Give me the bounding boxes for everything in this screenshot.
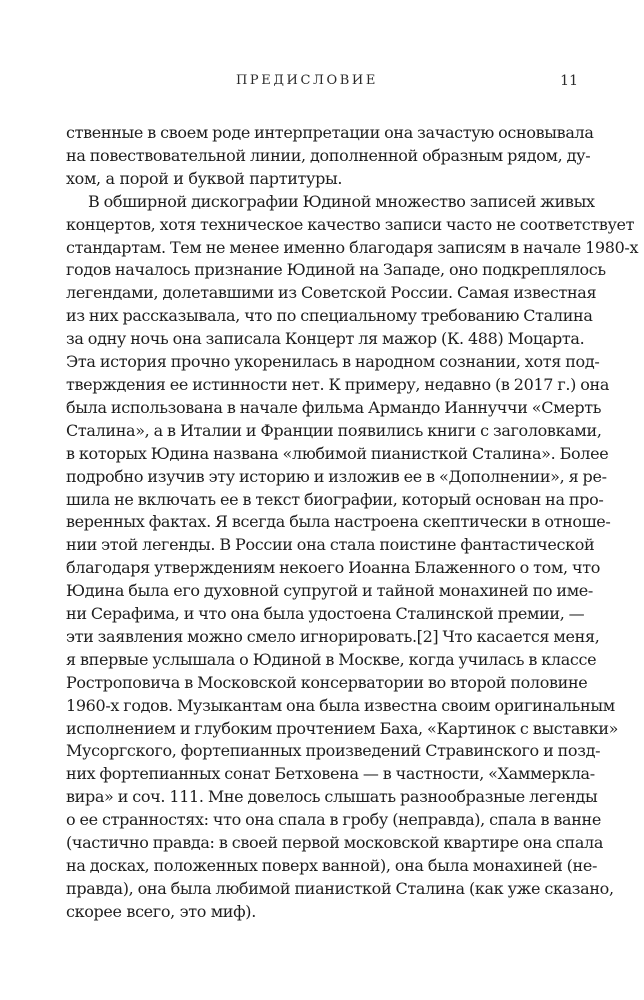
text-line: хом, а порой и буквой партитуры. <box>66 168 343 188</box>
text-line: скорее всего, это миф). <box>66 901 256 921</box>
text-line: на повествовательной линии, дополненной образным рядом, ду- <box>66 145 591 165</box>
section-title: ПРЕДИСЛОВИЕ <box>236 73 378 88</box>
text-line: годов началось признание Юдиной на Западе, оно подкреплялось <box>66 260 606 280</box>
page-number: 11 <box>560 73 578 89</box>
body-text <box>66 122 639 924</box>
text-line: на досках, положенных поверх ванной), она была монахиней (не- <box>66 856 597 875</box>
paragraph <box>66 122 594 191</box>
text-line: Сталина», а в Италии и Франции появились книги с заголовками, <box>66 420 602 440</box>
text-line: них фортепианных сонат Бетховена — в частности, «Хаммеркла- <box>66 764 595 784</box>
text-line: о ее странностях: что она спала в гробу (неправда), спала в ванне <box>66 810 601 830</box>
text-line: из них рассказывала, что по специальному требованию Сталина <box>66 306 593 326</box>
running-header <box>0 73 644 93</box>
text-line: ни Серафима, и что она была удостоена Сталинской премии, — <box>66 604 585 624</box>
text-line: (частично правда: в своей первой московской квартире она спала <box>66 833 604 853</box>
text-line: В обширной дискографии Юдиной множество записей живых <box>88 191 595 211</box>
text-line: вира» и соч. 111. Мне довелось слышать разнообразные легенды <box>66 787 598 807</box>
text-line: тверждения ее истинности нет. К примеру, недавно (в 2017 г.) она <box>66 374 610 394</box>
text-line: шила не включать ее в текст биографии, который основан на про- <box>66 489 604 509</box>
text-line: Эта история прочно укоренилась в народном сознании, хотя под- <box>66 352 600 372</box>
text-line: стандартам. Тем не менее именно благодаря записям в начале 1980-х <box>66 237 639 257</box>
text-line: я впервые услышала о Юдиной в Москве, когда училась в классе <box>66 649 597 669</box>
text-line: концертов, хотя техническое качество записи часто не соответствует <box>66 214 635 234</box>
text-line: благодаря утверждениям некоего Иоанна Блаженного о том, что <box>66 558 600 578</box>
text-line: в которых Юдина названа «любимой пианисткой Сталина». Более <box>66 443 609 463</box>
text-line: была использована в начале фильма Армандо Ианнуччи «Смерть <box>66 397 602 417</box>
text-line: подробно изучив эту историю и изложив ее в «Дополнении», я ре- <box>66 466 607 486</box>
text-line: ственные в своем роде интерпретации она зачастую основывала <box>66 123 594 142</box>
paragraph <box>66 191 639 924</box>
text-line: 1960-х годов. Музыкантам она была известна своим оригинальным <box>66 695 615 715</box>
text-line: веренных фактах. Я всегда была настроена скептически в отноше- <box>66 512 611 532</box>
text-line: правда), она была любимой пианисткой Сталина (как уже сказано, <box>66 878 614 898</box>
text-line: Ростроповича в Московской консерватории во второй половине <box>66 672 588 692</box>
text-line: Мусоргского, фортепианных произведений Стравинского и позд- <box>66 741 601 761</box>
text-line: исполнением и глубоким прочтением Баха, «Картинок с выставки» <box>66 718 619 738</box>
text-line: легендами, долетавшими из Советской России. Самая известная <box>66 283 597 303</box>
text-line: эти заявления можно смело игнорировать.[2] Что касается меня, <box>66 626 600 646</box>
text-line: нии этой легенды. В России она стала поистине фантастической <box>66 535 595 555</box>
text-line: Юдина была его духовной супругой и тайной монахиней по име- <box>66 581 593 601</box>
text-line: за одну ночь она записала Концерт ля мажор (К. 488) Моцарта. <box>66 329 585 349</box>
